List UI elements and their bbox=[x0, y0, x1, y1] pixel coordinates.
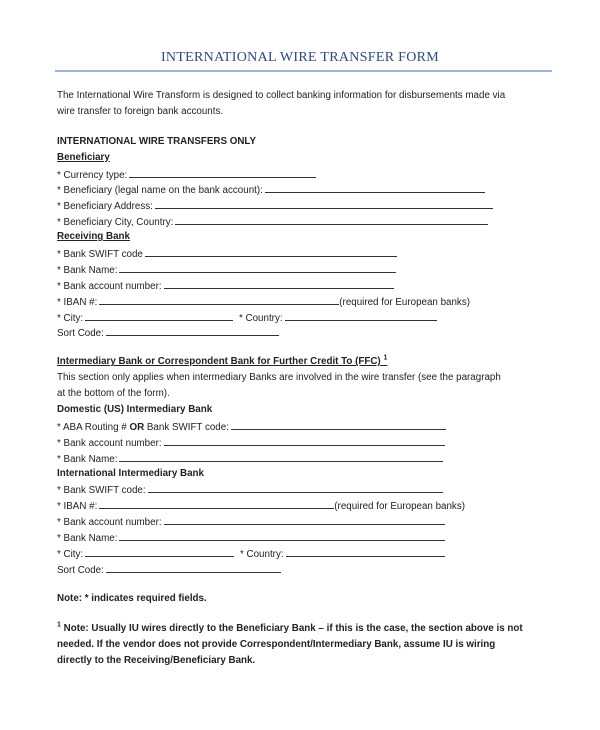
form-body bbox=[57, 88, 557, 668]
intro-line: The International Wire Transform is designed to collect banking information for disbursements made via bbox=[57, 90, 506, 101]
bank-name-input[interactable] bbox=[119, 261, 396, 273]
sort-code-input[interactable] bbox=[106, 324, 279, 336]
domestic-heading: Domestic (US) Intermediary Bank bbox=[57, 404, 213, 416]
field-label: * Bank Name: bbox=[57, 533, 118, 545]
intermediary-desc: This section only applies when intermediary Banks are involved in the wire transfer (see the paragraph bbox=[57, 372, 501, 384]
iban-field[interactable] bbox=[57, 293, 470, 309]
intl-iban-input[interactable] bbox=[99, 497, 334, 509]
domestic-account-input[interactable] bbox=[164, 434, 445, 446]
domestic-bank-name-input[interactable] bbox=[119, 450, 443, 462]
field-label: * City: bbox=[57, 549, 84, 561]
beneficiary-city-country-input[interactable] bbox=[175, 213, 488, 225]
city-input[interactable] bbox=[85, 309, 233, 321]
currency-type-field[interactable] bbox=[57, 166, 316, 182]
bank-account-field[interactable] bbox=[57, 277, 394, 293]
footnote-line bbox=[57, 621, 557, 637]
intl-city-country-row bbox=[57, 545, 557, 561]
receiving-bank-heading: Receiving Bank bbox=[57, 231, 130, 243]
field-label: * IBAN #: bbox=[57, 296, 98, 308]
footnote-text: Note: Usually IU wires directly to the Beneficiary Bank – if this is the case, the section above is not bbox=[63, 622, 523, 634]
sort-code-field[interactable] bbox=[57, 324, 279, 340]
intermediary-heading bbox=[57, 354, 557, 370]
field-label: * Country: bbox=[239, 312, 283, 324]
section-heading: INTERNATIONAL WIRE TRANSFERS ONLY bbox=[57, 135, 257, 147]
footnote-mark: 1 bbox=[383, 355, 388, 363]
field-label: * Country: bbox=[240, 549, 284, 561]
intl-bank-name-field[interactable] bbox=[57, 529, 445, 545]
field-label: Sort Code: bbox=[57, 328, 104, 340]
footnote-line: needed. If the vendor does not provide Correspondent/Intermediary Bank, assume IU is wiring bbox=[57, 638, 496, 650]
intl-account-input[interactable] bbox=[164, 513, 445, 525]
field-label: * Beneficiary (legal name on the bank account): bbox=[57, 185, 263, 197]
field-label: * Bank account number: bbox=[57, 517, 162, 529]
field-label: * Bank account number: bbox=[57, 437, 162, 449]
field-label: * Currency type: bbox=[57, 169, 128, 181]
currency-type-input[interactable] bbox=[129, 166, 316, 178]
beneficiary-address-field[interactable] bbox=[57, 197, 493, 213]
field-label: * Beneficiary City, Country: bbox=[57, 217, 174, 229]
intro-line: wire transfer to foreign bank accounts. bbox=[57, 105, 224, 117]
aba-swift-field[interactable] bbox=[57, 418, 446, 434]
swift-label: Bank SWIFT code: bbox=[146, 421, 229, 433]
intl-country-input[interactable] bbox=[286, 545, 445, 557]
swift-code-field[interactable] bbox=[57, 245, 397, 261]
field-label: * Bank SWIFT code bbox=[57, 249, 143, 261]
field-label: * Beneficiary Address: bbox=[57, 201, 153, 213]
bank-account-input[interactable] bbox=[164, 277, 394, 289]
field-label: * Bank Name: bbox=[57, 453, 118, 465]
swift-code-input[interactable] bbox=[145, 245, 397, 257]
aba-label: * ABA Routing # bbox=[57, 421, 127, 433]
title-divider bbox=[55, 70, 552, 72]
aba-swift-input[interactable] bbox=[231, 418, 446, 430]
domestic-bank-name-field[interactable] bbox=[57, 450, 443, 466]
international-heading: International Intermediary Bank bbox=[57, 467, 204, 479]
intl-iban-field[interactable] bbox=[57, 497, 465, 513]
iban-note: (required for European banks) bbox=[334, 501, 465, 513]
field-label: * City: bbox=[57, 312, 84, 324]
beneficiary-legal-name-input[interactable] bbox=[265, 181, 485, 193]
city-country-row bbox=[57, 309, 557, 325]
beneficiary-city-country-field[interactable] bbox=[57, 213, 488, 229]
domestic-account-field[interactable] bbox=[57, 434, 445, 450]
footnote-line: directly to the Receiving/Beneficiary Bank. bbox=[57, 654, 256, 666]
bank-name-field[interactable] bbox=[57, 261, 396, 277]
footnote-mark: 1 bbox=[57, 621, 61, 629]
or-label: OR bbox=[129, 421, 145, 433]
intl-sort-code-input[interactable] bbox=[106, 561, 281, 573]
iban-note: (required for European banks) bbox=[339, 296, 470, 308]
intermediary-desc: at the bottom of the form). bbox=[57, 388, 170, 400]
beneficiary-address-input[interactable] bbox=[155, 197, 493, 209]
intl-bank-name-input[interactable] bbox=[119, 529, 445, 541]
field-label: * Bank account number: bbox=[57, 280, 162, 292]
intl-account-field[interactable] bbox=[57, 513, 445, 529]
iban-input[interactable] bbox=[99, 293, 339, 305]
field-label: * Bank SWIFT code: bbox=[57, 485, 146, 497]
field-label: * Bank Name: bbox=[57, 264, 118, 276]
required-note: Note: * indicates required fields. bbox=[57, 592, 207, 604]
field-label: Sort Code: bbox=[57, 564, 104, 576]
intl-swift-input[interactable] bbox=[148, 481, 443, 493]
beneficiary-heading: Beneficiary bbox=[57, 151, 110, 163]
field-label: * IBAN #: bbox=[57, 501, 98, 513]
intl-swift-field[interactable] bbox=[57, 481, 443, 497]
intl-city-input[interactable] bbox=[85, 545, 234, 557]
beneficiary-legal-name-field[interactable] bbox=[57, 181, 485, 197]
intermediary-heading-text: Intermediary Bank or Correspondent Bank for Further Credit To (FFC) bbox=[57, 356, 381, 368]
country-input[interactable] bbox=[285, 309, 437, 321]
intl-sort-code-field[interactable] bbox=[57, 561, 281, 577]
page-title: INTERNATIONAL WIRE TRANSFER FORM bbox=[160, 50, 440, 65]
